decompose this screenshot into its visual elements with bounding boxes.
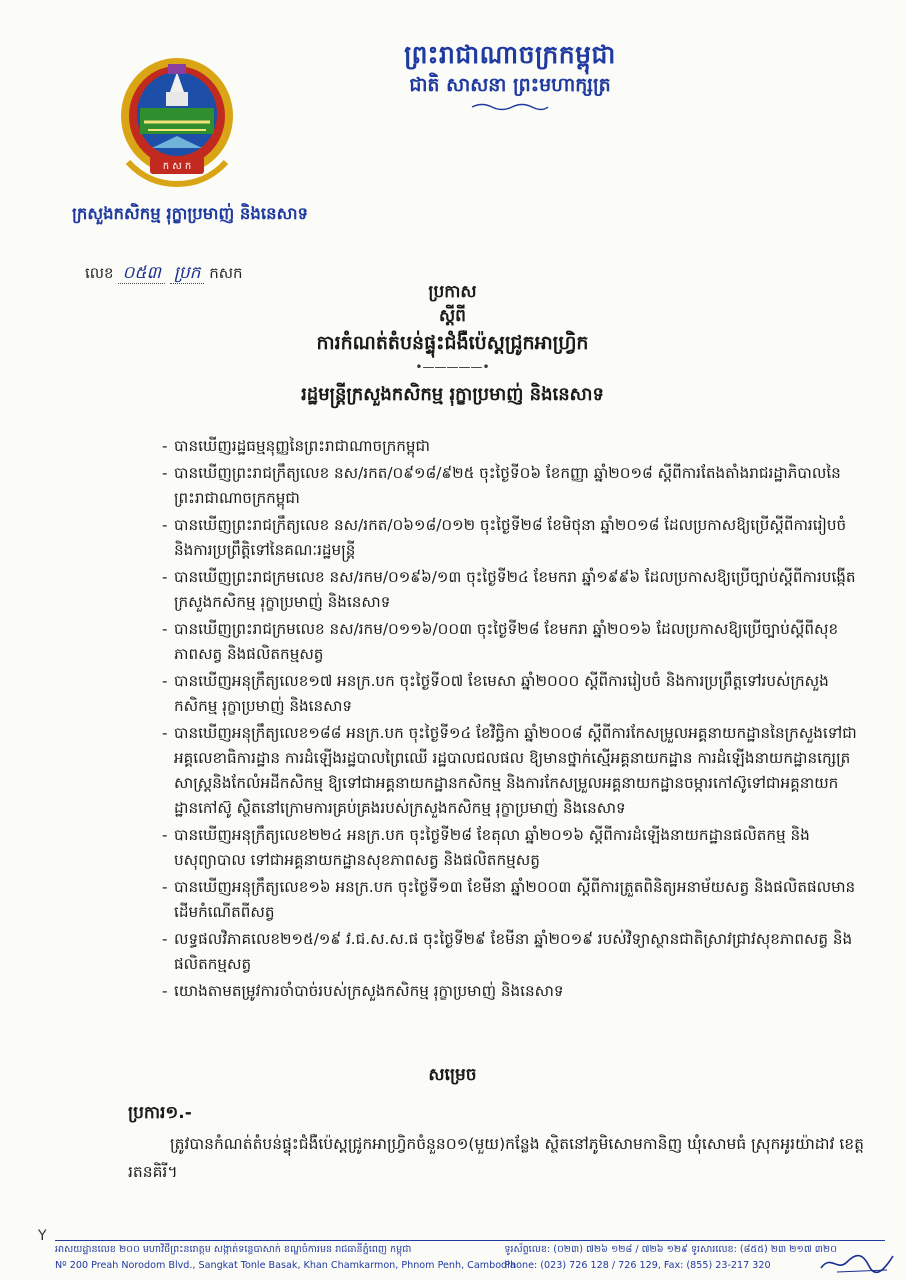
list-item: - យោងតាមតម្រូវការចាំបាច់របស់ក្រសួងកសិកម្ម រុក្ខាប្រមាញ់ និងនេសាទ bbox=[162, 982, 564, 1000]
list-item: - បានឃើញរដ្ឋធម្មនុញ្ញនៃព្រះរាជាណាចក្រកម្ពុជា bbox=[162, 437, 430, 455]
reference-label: លេខ bbox=[85, 264, 114, 282]
article-text: ត្រូវបានកំណត់តំបន់ផ្ទុះជំងឺប៉េស្តជ្រូកអាហ្វ្រិកចំនួន០១(មួយ)កន្លែង ស្ថិតនៅភូមិសោមកានិញ ឃុំសោមធំ ស្រុកអូរយ៉ាដាវ ខេត្តរតនគិរី។ bbox=[128, 1135, 864, 1181]
footer-phone-kh: ទូរស័ព្ទលេខ: (០២៣) ៧២៦ ១២៨ / ៧២៦ ១២៩ ទូរសារលេខ: (៨៥៥) ២៣ ២១៧ ៣២០ bbox=[504, 1244, 837, 1255]
article-label: ប្រការ១.- bbox=[128, 1103, 192, 1123]
footer-address-en: Nº 200 Preah Norodom Blvd., Sangkat Tonle Basak, Khan Chamkarmon, Phnom Penh, Cambodia bbox=[55, 1260, 516, 1271]
footer-address bbox=[55, 1242, 516, 1274]
ministry-name: ក្រសួងកសិកម្ម រុក្ខាប្រមាញ់ និងនេសាទ bbox=[71, 204, 309, 223]
document-about: ស្តីពី bbox=[439, 306, 466, 326]
list-item: - លទ្ធផលវិភាគលេខ២១៥/១៩ វ.ជ.ស.ស.ផ ចុះថ្ងៃទី២៩ ខែមីនា ឆ្នាំ២០១៩ របស់វិទ្យាស្ថានជាតិស្រាវជ្រាវសុខភាពសត្វ និងផលិតកម្មសត្វ bbox=[162, 930, 853, 973]
footer-phone-en: Phone: (023) 726 128 / 726 129, Fax: (855) 23-217 320 bbox=[504, 1260, 771, 1271]
list-item: - បានឃើញអនុក្រឹត្យលេខ១៧ អនក្រ.បក ចុះថ្ងៃទី០៧ ខែមេសា ឆ្នាំ២០០០ ស្តីពីការរៀបចំ និងការប្រព្រឹត្តទៅរបស់ក្រសួងកសិកម្ម រុក្ខាប្រមាញ់ និងនេសាទ bbox=[162, 672, 829, 715]
kingdom-header bbox=[360, 38, 660, 116]
list-item: - បានឃើញព្រះរាជក្រឹត្យលេខ នស/រកត/០៩១៨/៩២៥ ចុះថ្ងៃទី០៦ ខែកញ្ញា ឆ្នាំ២០១៨ ស្តីពីការតែងតាំងរាជរដ្ឋាភិបាលនៃព្រះរាជាណាចក្រកម្ពុជា bbox=[162, 464, 841, 507]
page-mark: Y bbox=[38, 1228, 47, 1244]
list-item: - បានឃើញព្រះរាជក្រមលេខ នស/រកម/០១១៦/០០៣ ចុះថ្ងៃទី២៨ ខែមករា ឆ្នាំ២០១៦ ដែលប្រកាសឱ្យប្រើច្បាប់ស្តីពីសុខភាពសត្វ និងផលិតកម្មសត្វ bbox=[162, 620, 839, 663]
list-item: - បានឃើញអនុក្រឹត្យលេខ២២៤ អនក្រ.បក ចុះថ្ងៃទី២៨ ខែតុលា ឆ្នាំ២០១៦ ស្តីពីការដំឡើងនាយកដ្ឋានផលិតកម្ម និងបសុព្យាបាល ទៅជាអគ្គនាយកដ្ឋានសុខភាពសត្វ និងផលិតកម្មសត្វ bbox=[162, 826, 810, 869]
footer-divider bbox=[55, 1240, 885, 1241]
reference-suffix: កសក bbox=[209, 264, 243, 282]
reference-handwritten-number: ០៥៣ bbox=[118, 263, 165, 284]
kingdom-title: ព្រះរាជាណាចក្រកម្ពុជា bbox=[404, 40, 616, 69]
footer-address-kh: អាសយដ្ឋានលេខ ២០០ មហាវិថីព្រះនរោត្តម សង្កាត់ទន្លេបាសាក់ ខណ្ឌចំការមន រាជធានីភ្នំពេញ កម្ពុជា bbox=[55, 1244, 412, 1255]
signature-icon bbox=[817, 1250, 897, 1276]
list-item: - បានឃើញព្រះរាជក្រមលេខ នស/រកម/០១៩៦/១៣ ចុះថ្ងៃទី២៤ ខែមករា ឆ្នាំ១៩៩៦ ដែលប្រកាសឱ្យប្រើច្បាប់ស្តីពីការបង្កើតក្រសួងកសិកម្ម រុក្ខាប្រមាញ់ និងនេសាទ bbox=[162, 568, 856, 611]
decision-heading: សម្រេច bbox=[428, 1065, 477, 1085]
footer-contact bbox=[504, 1242, 837, 1274]
document-subject: ការកំណត់តំបន់ផ្ទុះជំងឺប៉េស្តជ្រូកអាហ្វ្រិក bbox=[316, 332, 589, 354]
list-item: - បានឃើញអនុក្រឹត្យលេខ១៦ អនក្រ.បក ចុះថ្ងៃទី១៣ ខែមីនា ឆ្នាំ២០០៣ ស្តីពីការត្រួតពិនិត្យអនាម័យសត្វ និងផលិតផលមានដើមកំណើតពីសត្វ bbox=[162, 878, 856, 921]
document-type: ប្រកាស bbox=[428, 282, 477, 302]
kingdom-motto: ជាតិ សាសនា ព្រះមហាក្សត្រ bbox=[409, 74, 611, 96]
emblem-label: ក ស ក bbox=[162, 161, 192, 172]
header-ornament bbox=[360, 100, 660, 116]
document-title-block bbox=[0, 280, 905, 410]
title-divider: •—————• bbox=[415, 360, 490, 374]
footer bbox=[55, 1242, 885, 1278]
preamble-list bbox=[162, 434, 862, 1006]
article-body bbox=[128, 1130, 868, 1186]
list-item: - បានឃើញអនុក្រឹត្យលេខ១៨៨ អនក្រ.បក ចុះថ្ងៃទី១៤ ខែវិច្ឆិកា ឆ្នាំ២០០៨ ស្តីពីការកែសម្រួលអគ្គនាយកដ្ឋាននៃក្រសួងទៅជាអគ្គលេខាធិការដ្ឋាន ការដំឡើងរដ្ឋបាលព្រៃឈើ រដ្ឋបាលជលផល ឱ្យមានថ្នាក់ស្មើអគ្គនាយកដ្ឋាន ការដំឡើងនាយកដ្ឋានក្សេត្រសាស្ត្រនិងកែលំអដីកសិកម្ម ឱ្យទៅជាអគ្គនាយកដ្ឋានកសិកម្ម និងការកែសម្រួលអគ្គនាយកដ្ឋានចម្ការកៅស៊ូទៅជាអគ្គនាយកដ្ឋានកៅស៊ូ ស្ថិតនៅក្រោមការគ្រប់គ្រងរបស់ក្រសួងកសិកម្ម រុក្ខាប្រមាញ់ និងនេសាទ bbox=[162, 724, 857, 817]
issuing-authority: រដ្ឋមន្ត្រីក្រសួងកសិកម្ម រុក្ខាប្រមាញ់ និងនេសាទ bbox=[301, 384, 604, 405]
list-item: - បានឃើញព្រះរាជក្រឹត្យលេខ នស/រកត/០៦១៨/០១២ ចុះថ្ងៃទី២៨ ខែមិថុនា ឆ្នាំ២០១៨ ដែលប្រកាសឱ្យប្រើស្តីពីការរៀបចំ និងការប្រព្រឹត្តិទៅនៃគណៈរដ្ឋមន្ត្រី bbox=[162, 516, 847, 559]
reference-handwritten-type: ប្រក bbox=[170, 263, 205, 284]
ministry-emblem-icon bbox=[118, 52, 236, 188]
